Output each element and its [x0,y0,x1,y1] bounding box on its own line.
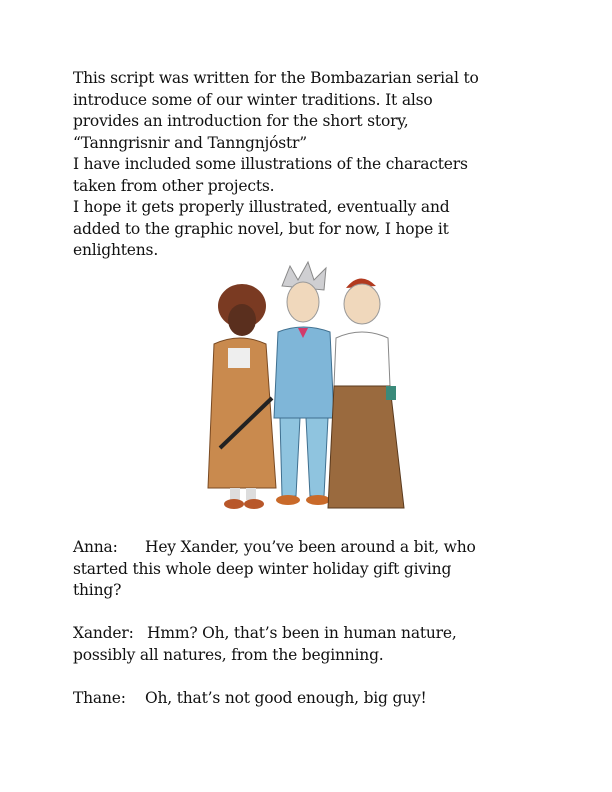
intro-line: added to the graphic novel, but for now, I hope it [73,219,449,238]
intro-line: introduce some of our winter traditions. It also [73,90,433,109]
three-characters-icon [190,258,412,516]
dialogue-line-anna [73,537,543,602]
intro-line: I hope it gets properly illustrated, eventually and [73,198,450,216]
dialogue-text: started this whole deep winter holiday gift giving [73,559,452,578]
dialogue-section [73,537,543,731]
xander-figure [274,262,334,505]
intro-paragraph [73,68,543,262]
dialogue-text: possibly all natures, from the beginning. [73,645,384,664]
intro-line: enlightens. [73,241,159,259]
dialogue-text: Oh, that’s not good enough, big guy! [145,688,427,707]
speaker-name: Xander: [73,624,134,642]
intro-line: taken from other projects. [73,176,275,195]
intro-line: provides an introduction for the short story, [73,112,409,130]
dialogue-text: thing? [73,581,122,599]
speaker-name: Thane: [73,688,126,707]
speaker-name: Anna: [73,538,118,556]
dialogue-line-xander [73,623,543,666]
intro-line: This script was written for the Bombazarian serial to [73,69,479,87]
character-illustration [190,258,412,516]
dialogue-text: Hey Xander, you’ve been around a bit, who [145,538,476,556]
dialogue-line-thane [73,688,543,710]
intro-line: “Tanngrisnir and Tanngnjóstr” [73,133,307,152]
intro-line: I have included some illustrations of the characters [73,155,468,173]
dialogue-text: Hmm? Oh, that’s been in human nature, [147,624,457,642]
thane-figure [328,278,404,508]
anna-figure [208,284,276,509]
